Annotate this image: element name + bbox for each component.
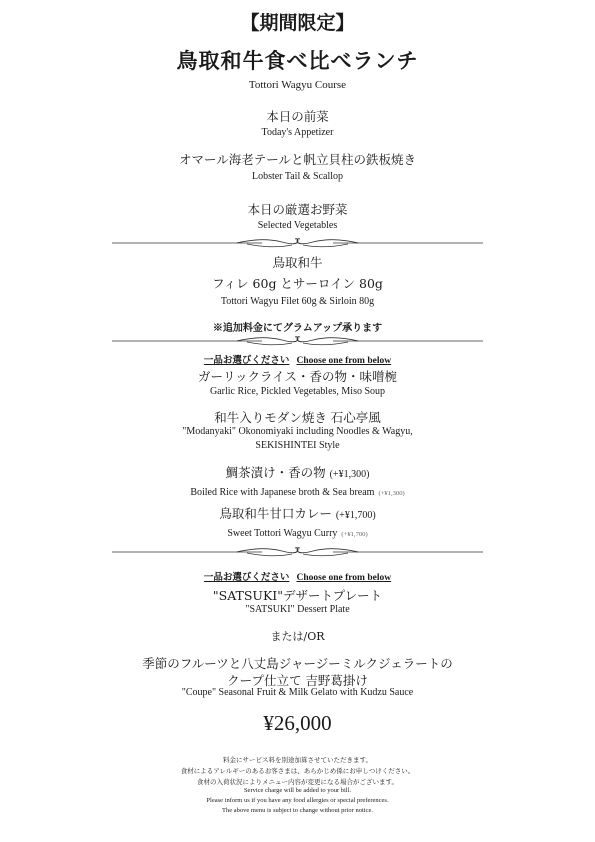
or-text: または/OR	[270, 630, 325, 643]
footer-en-2: Please inform us if you have any food allergies or special preferences.	[206, 797, 389, 804]
choice-label-1-jp: 一品お選びください	[203, 355, 290, 366]
footer-en-1: Service charge will be added to your bill.	[243, 787, 352, 794]
choice1-item4-jp: 鳥取和牛甘口カレー	[219, 506, 332, 521]
choice1-item3-price-en: (+¥1,300)	[378, 490, 405, 497]
choice1-item3-jp: 鯛茶漬け・香の物	[225, 465, 326, 480]
choice-label-1-en: Choose one from below	[296, 356, 392, 366]
lobster-jp: オマール海老テールと帆立貝柱の鉄板焼き	[178, 152, 416, 167]
choice-label-2-en: Choose one from below	[296, 573, 392, 583]
coupe-en: "Coupe" Seasonal Fruit & Milk Gelato with Kudzu Sauce	[181, 687, 414, 698]
ornamental-divider-2	[112, 334, 483, 348]
choice1-item4-price: (+¥1,700)	[335, 510, 376, 521]
appetizer-en: Today's Appetizer	[261, 127, 334, 138]
choice-label-2	[0, 569, 595, 583]
wagyu-en: Tottori Wagyu Filet 60g & Sirloin 80g	[220, 296, 375, 307]
appetizer-jp: 本日の前菜	[266, 109, 329, 124]
menu-title: 鳥取和牛食べ比べランチ	[176, 48, 419, 73]
choice-label-2-jp: 一品お選びください	[203, 572, 290, 583]
footer-jp-3: 食材の入荷状況によりメニュー内容が変更になる場合がございます。	[197, 778, 398, 786]
choice1-item3-price: (+¥1,300)	[329, 469, 370, 480]
footer-en-3: The above menu is subject to change without prior notice.	[222, 807, 373, 814]
choice1-item2-en2: SEKISHINTEI Style	[255, 440, 340, 451]
ornamental-divider-1	[112, 236, 483, 250]
limited-title: 【期間限定】	[240, 12, 355, 34]
choice1-item4-price-en: (+¥1,700)	[341, 531, 368, 538]
vegetables-en: Selected Vegetables	[257, 220, 338, 231]
choice-label-1	[0, 352, 595, 366]
dessert-en: "SATSUKI" Dessert Plate	[245, 604, 350, 615]
choice1-item4-jp-row	[0, 504, 595, 523]
choice1-item1-jp: ガーリックライス・香の物・味噌椀	[197, 369, 397, 384]
footer-jp-2: 食材によるアレルギーのあるお客さまは、あらかじめ係にお申しつけください。	[180, 767, 415, 775]
choice1-item2-en: "Modanyaki" Okonomiyaki including Noodles & Wagyu,	[182, 426, 413, 437]
vegetables-jp: 本日の厳選お野菜	[247, 202, 348, 217]
ornamental-divider-3	[112, 545, 483, 559]
menu-title-en: Tottori Wagyu Course	[248, 79, 347, 91]
dessert-jp: "SATSUKI"デザートプレート	[212, 588, 383, 603]
choice1-item4-en: Sweet Tottori Wagyu Curry	[227, 528, 338, 539]
choice1-item3-en: Boiled Rice with Japanese broth & Sea bream	[190, 487, 375, 498]
choice1-item3-en-row	[0, 482, 595, 500]
choice1-item1-en: Garlic Rice, Pickled Vegetables, Miso Soup	[209, 386, 386, 397]
choice1-item2-jp: 和牛入りモダン焼き 石心亭風	[214, 410, 381, 425]
wagyu-jp-2: フィレ 60g とサーロイン 80g	[212, 276, 383, 291]
coupe-jp-1: 季節のフルーツと八丈島ジャージーミルクジェラートの	[142, 656, 453, 671]
choice1-item3-jp-row	[0, 463, 595, 482]
wagyu-jp-1: 鳥取和牛	[272, 255, 323, 270]
wagyu-note: ※追加料金にてグラムアップ承ります	[212, 323, 383, 334]
course-price: ¥26,000	[263, 711, 332, 735]
choice1-item4-en-row	[0, 523, 595, 541]
coupe-jp-2: クープ仕立て 吉野葛掛け	[227, 673, 368, 688]
footer-jp-1: 料金にサービス料を別途加算させていただきます。	[223, 756, 372, 764]
lobster-en: Lobster Tail & Scallop	[251, 171, 344, 182]
